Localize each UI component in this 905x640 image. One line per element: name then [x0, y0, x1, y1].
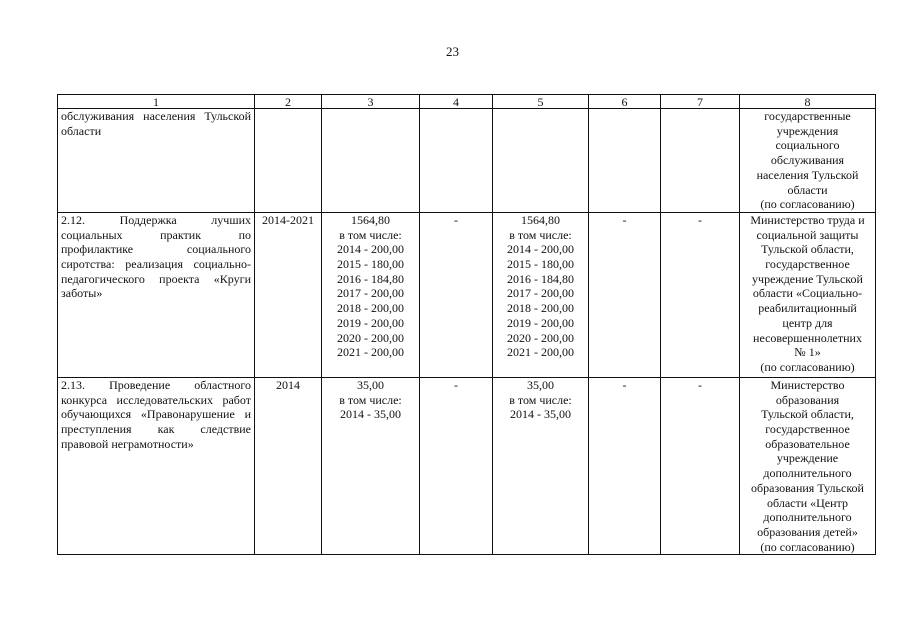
- text-line: 2020 - 200,00: [337, 330, 404, 345]
- responsible-executor-cell: [740, 377, 876, 554]
- period-cell: 2014-2021: [255, 212, 322, 377]
- column-header: 4: [420, 95, 493, 109]
- municipal-funding-cell: -: [589, 212, 661, 377]
- text-line: (по согласованию): [760, 197, 855, 212]
- text-line: 2014 - 200,00: [507, 242, 574, 257]
- text-line: 2018 - 200,00: [337, 301, 404, 316]
- text-line: Министерство: [770, 377, 845, 392]
- column-header: 2: [255, 95, 322, 109]
- activity-name-cell: 2.13. Проведение областного конкурса исследовательских работ обучающихся «Правонарушение и преступления как следствие правовой неграмотности»: [58, 377, 255, 554]
- text-line: 2021 - 200,00: [337, 345, 404, 360]
- text-line: Министерство труда и: [750, 212, 865, 227]
- text-line: образования детей»: [757, 524, 858, 539]
- funding-including-label: в том числе:: [339, 227, 402, 242]
- table-header-row: [58, 95, 876, 109]
- text-line: 2018 - 200,00: [507, 301, 574, 316]
- text-line: обслуживания: [770, 153, 845, 168]
- funding-total: 1564,80: [521, 212, 560, 227]
- funding-including-label: в том числе:: [509, 392, 572, 407]
- page-number: 23: [446, 44, 459, 59]
- text-line: 2017 - 200,00: [337, 286, 404, 301]
- text-line: центр для: [782, 315, 833, 330]
- regional-funding-cell: [493, 109, 589, 213]
- column-header: 7: [661, 95, 740, 109]
- text-line: учреждение: [776, 451, 839, 466]
- activity-name-cell: обслуживания населения Тульской области: [58, 109, 255, 213]
- federal-funding-cell: -: [420, 212, 493, 377]
- text-line: (по согласованию): [760, 359, 855, 374]
- funding-total: 1564,80: [351, 212, 390, 227]
- other-funding-cell: -: [661, 212, 740, 377]
- table-row: [58, 109, 876, 213]
- text-line: 2021 - 200,00: [507, 345, 574, 360]
- table-row: [58, 377, 876, 554]
- text-line: образования Тульской: [751, 480, 864, 495]
- regional-funding-cell: [493, 377, 589, 554]
- funding-total: 35,00: [357, 377, 384, 392]
- text-line: области «Центр: [767, 495, 848, 510]
- text-line: № 1»: [794, 345, 821, 360]
- program-activities-table: [57, 94, 876, 555]
- text-line: государственное: [765, 422, 850, 437]
- column-header: 1: [58, 95, 255, 109]
- text-line: Тульской области,: [761, 407, 854, 422]
- text-line: социального: [775, 138, 840, 153]
- text-line: 2014 - 35,00: [340, 407, 401, 422]
- municipal-funding-cell: -: [589, 377, 661, 554]
- funding-total: 35,00: [527, 377, 554, 392]
- column-header: 5: [493, 95, 589, 109]
- period-cell: [255, 109, 322, 213]
- text-line: Тульской области,: [761, 242, 854, 257]
- text-line: реабилитационный: [758, 301, 857, 316]
- text-line: (по согласованию): [760, 539, 855, 554]
- responsible-executor-cell: [740, 212, 876, 377]
- text-line: государственные: [764, 109, 851, 123]
- text-line: учреждения: [776, 123, 839, 138]
- text-line: 2015 - 180,00: [507, 257, 574, 272]
- table-row: [58, 212, 876, 377]
- text-line: государственное: [765, 257, 850, 272]
- text-line: 2014 - 200,00: [337, 242, 404, 257]
- text-line: области: [787, 182, 828, 197]
- text-line: образовательное: [765, 436, 850, 451]
- responsible-executor-cell: [740, 109, 876, 213]
- municipal-funding-cell: [589, 109, 661, 213]
- text-line: 2020 - 200,00: [507, 330, 574, 345]
- other-funding-cell: [661, 109, 740, 213]
- activity-name-cell: 2.12. Поддержка лучших социальных практик по профилактике социального сиротства: реализация социально-педагогического проекта «Круги заботы»: [58, 212, 255, 377]
- text-line: 2016 - 184,80: [507, 271, 574, 286]
- text-line: 2019 - 200,00: [337, 315, 404, 330]
- column-header: 8: [740, 95, 876, 109]
- column-header: 3: [322, 95, 420, 109]
- total-funding-cell: [322, 109, 420, 213]
- text-line: 2017 - 200,00: [507, 286, 574, 301]
- total-funding-cell: [322, 212, 420, 377]
- other-funding-cell: -: [661, 377, 740, 554]
- federal-funding-cell: [420, 109, 493, 213]
- column-header: 6: [589, 95, 661, 109]
- text-line: 2016 - 184,80: [337, 271, 404, 286]
- period-cell: 2014: [255, 377, 322, 554]
- text-line: социальной защиты: [756, 227, 859, 242]
- text-line: дополнительного: [763, 466, 852, 481]
- regional-funding-cell: [493, 212, 589, 377]
- text-line: области «Социально-: [752, 286, 863, 301]
- text-line: образования: [775, 392, 840, 407]
- text-line: 2014 - 35,00: [510, 407, 571, 422]
- text-line: несовершеннолетних: [753, 330, 862, 345]
- text-line: 2019 - 200,00: [507, 315, 574, 330]
- text-line: населения Тульской: [756, 167, 859, 182]
- funding-including-label: в том числе:: [339, 392, 402, 407]
- text-line: учреждение Тульской: [752, 271, 863, 286]
- text-line: 2015 - 180,00: [337, 257, 404, 272]
- federal-funding-cell: -: [420, 377, 493, 554]
- text-line: дополнительного: [763, 510, 852, 525]
- funding-including-label: в том числе:: [509, 227, 572, 242]
- total-funding-cell: [322, 377, 420, 554]
